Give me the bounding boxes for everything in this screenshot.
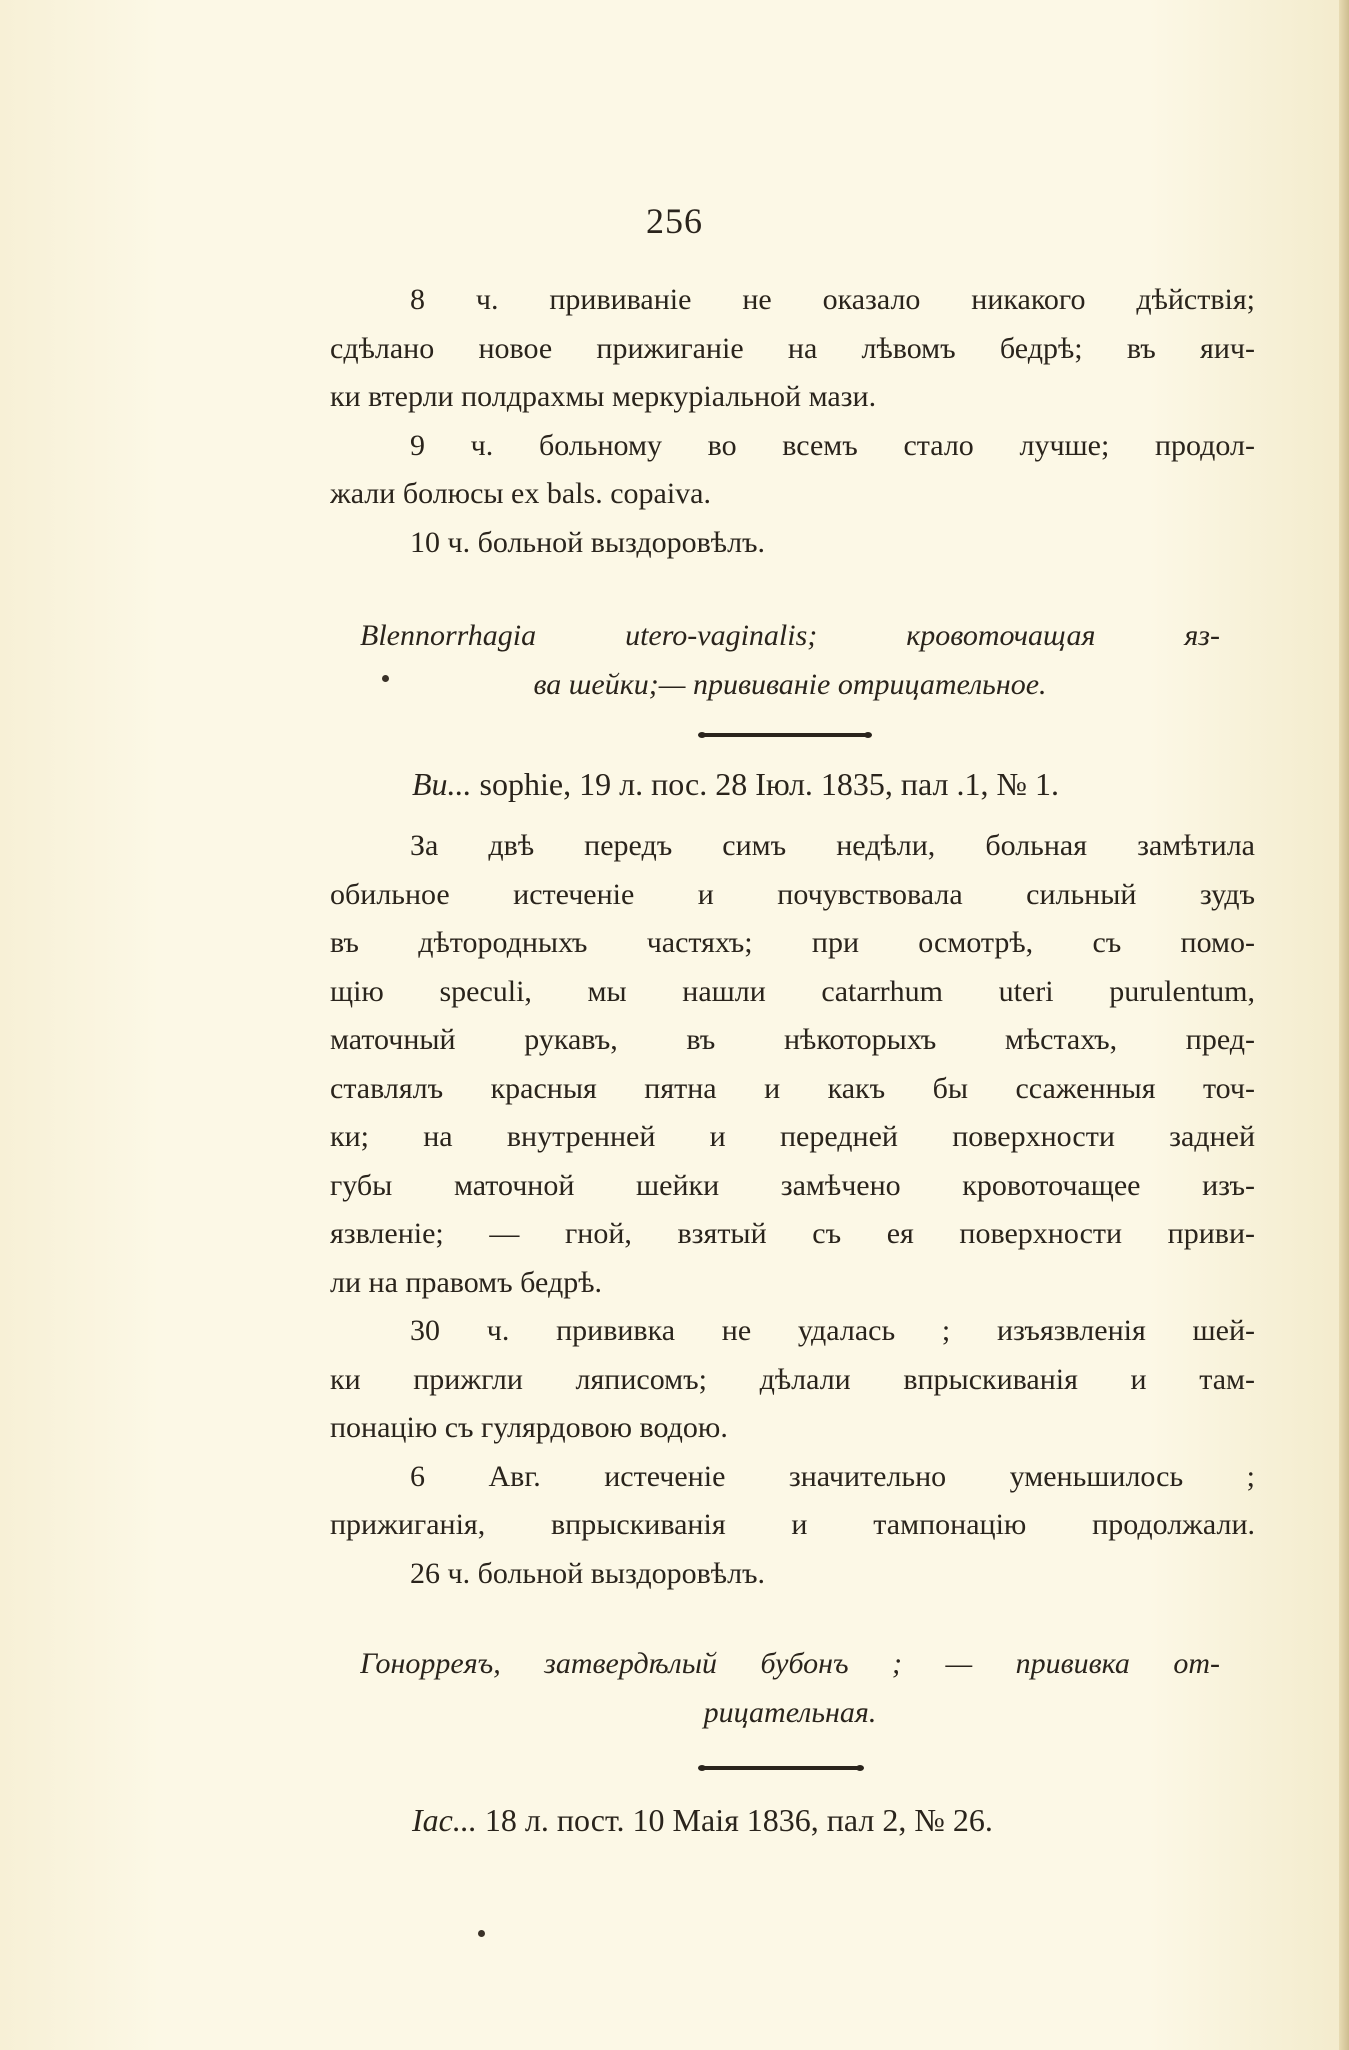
text-line: ки прижгли ляписомъ; дѣлали впрыскиванія и там- <box>330 1362 1255 1396</box>
text-line: ки втерли полдрахмы меркуріальной мази. <box>330 380 877 413</box>
page-number: 256 <box>646 201 703 241</box>
section-divider <box>700 733 870 737</box>
patient-details: sophie, 19 л. пос. 28 Іюл. 1835, пал .1, № 1. <box>479 766 1060 802</box>
patient-details: 18 л. пост. 10 Маія 1836, пал 2, № 26. <box>484 1802 993 1838</box>
ink-speck <box>478 1930 485 1937</box>
text-line: понацію съ гулярдовою водою. <box>330 1411 728 1444</box>
section-divider <box>700 1766 862 1770</box>
ink-speck <box>382 675 389 682</box>
heading-line: Гонорреяъ, затвердѣлый бубонъ ; — прививка от- <box>360 1647 1220 1680</box>
case2-heading <box>360 612 1220 709</box>
text-line: 30 ч. прививка не удалась ; изъязвленія шей- <box>410 1314 1255 1347</box>
text-line: ли на правомъ бедрѣ. <box>330 1265 602 1299</box>
patient-name: Іас... <box>412 1802 477 1838</box>
case2-paragraph <box>330 822 1255 1598</box>
patient-name: Bu... <box>412 766 472 802</box>
text-line: 8 ч. прививаніе не оказало никакого дѣйствія; <box>410 283 1255 316</box>
text-line: 9 ч. больному во всемъ стало лучше; продол- <box>410 428 1255 462</box>
heading-line: рицательная. <box>703 1695 877 1729</box>
text-line: маточный рукавъ, въ нѣкоторыхъ мѣстахъ, пред- <box>330 1023 1255 1056</box>
case3-heading <box>360 1640 1220 1737</box>
text-line: язвленіе; — гной, взятый съ ея поверхности приви- <box>330 1217 1255 1250</box>
text-line: 26 ч. больной выздоровѣлъ. <box>410 1556 766 1590</box>
text-line: сдѣлано новое прижиганіе на лѣвомъ бедрѣ; въ яич- <box>330 331 1255 365</box>
text-line: За двѣ передъ симъ недѣли, больная замѣтила <box>410 829 1255 862</box>
text-line: щію speculi, мы нашли catarrhum uteri purulentum, <box>330 974 1255 1008</box>
text-line: губы маточной шейки замѣчено кровоточащее изъ- <box>330 1168 1255 1202</box>
text-line: 6 Авг. истеченіе значительно уменьшилось ; <box>410 1459 1255 1493</box>
book-spine-edge <box>1339 0 1349 2050</box>
text-line: въ дѣтородныхъ частяхъ; при осмотрѣ, съ помо- <box>330 926 1255 959</box>
heading-line: ва шейки;— прививаніе отрицательное. <box>533 667 1047 701</box>
text-line: 10 ч. больной выздоровѣлъ. <box>410 525 766 559</box>
text-line: обильное истеченіе и почувствовала сильный зудъ <box>330 877 1255 911</box>
text-line: ки; на внутренней и передней поверхности задней <box>330 1120 1255 1153</box>
text-line: ставлялъ красныя пятна и какъ бы ссаженныя точ- <box>330 1071 1255 1105</box>
case1-paragraph <box>330 276 1255 567</box>
case3-reference <box>412 1796 1337 1844</box>
case2-reference <box>412 760 1337 808</box>
text-line: жали болюсы ex bals. copaiva. <box>330 477 711 510</box>
text-line: прижиганія, впрыскиванія и тампонацію продолжали. <box>330 1508 1255 1541</box>
heading-line: Blennorrhagia utero-vaginalis; кровоточащая яз- <box>360 619 1220 652</box>
